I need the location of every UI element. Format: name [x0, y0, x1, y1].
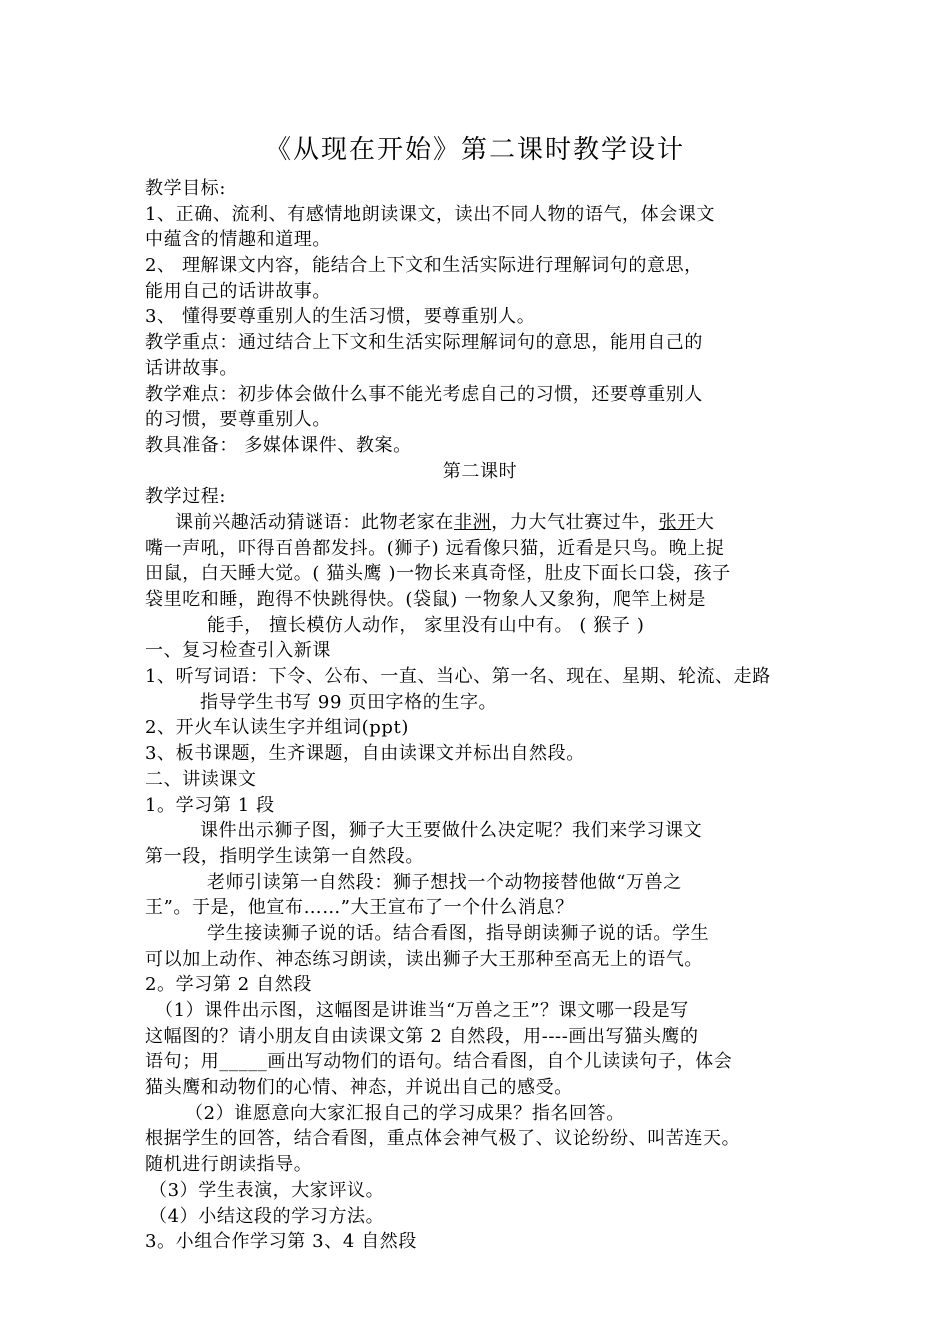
study-para-3-heading: 3。小组合作学习第 3、4 自然段: [145, 1231, 417, 1253]
riddle-line-5: 能手， 擅长模仿人动作， 家里没有山中有。 ( 猴子 ): [207, 614, 645, 636]
study-para-2-h: （3）学生表演，大家评议。: [149, 1179, 385, 1201]
study-para-2-b: 这幅图的？请小朋友自由读课文第 2 自然段，用----画出写猫头鹰的: [145, 1025, 699, 1047]
goal-1: 1、正确、流利、有感情地朗读课文，读出不同人物的语气，体会课文: [145, 203, 716, 225]
riddle-text-c: 大: [695, 511, 715, 533]
section-2-heading: 二、讲读课文: [145, 768, 257, 790]
riddle-underlined-africa: 非洲: [454, 511, 492, 533]
riddle-line-1: [145, 510, 815, 536]
study-para-1-b: 第一段，指明学生读第一自然段。: [145, 845, 424, 867]
study-para-1-heading: 1。学习第 1 段: [145, 794, 275, 816]
study-para-1-f: 可以加上动作、神态练习朗读，读出狮子大王那种至高无上的语气。: [145, 948, 703, 970]
difficulties: 教学难点：初步体会做什么事不能光考虑自己的习惯，还要尊重别人: [145, 383, 703, 405]
study-para-1-e: 学生接读狮子说的话。结合看图，指导朗读狮子说的话。学生: [207, 922, 710, 944]
study-para-2-g: 随机进行朗读指导。: [145, 1154, 313, 1176]
study-para-2-i: （4）小结这段的学习方法。: [149, 1205, 385, 1227]
riddle-line-4: 袋里吃和睡，跑得不快跳得快。(袋鼠) 一物象人又象狗，爬竿上树是: [145, 589, 706, 610]
materials: 教具准备： 多媒体课件、教案。: [145, 434, 412, 456]
study-para-1-d: 王”。于是，他宣布……”大王宣布了一个什么消息？: [145, 897, 574, 919]
study-para-2-c: 语句；用_____画出写动物们的语句。结合看图，自个儿读读句子，体会: [145, 1051, 733, 1073]
study-para-1-c: 老师引读第一自然段：狮子想找一个动物接替他做“万兽之: [207, 871, 682, 893]
goal-1-cont: 中蕴含的情趣和道理。: [145, 229, 331, 251]
riddle-line-3: 田鼠，白天睡大觉。( 猫头鹰 )一物长来真奇怪，肚皮下面长口袋，孩子: [145, 563, 731, 585]
review-item-3: 3、板书课题，生齐课题，自由读课文并标出自然段。: [145, 743, 585, 765]
section-1-heading: 一、复习检查引入新课: [145, 640, 331, 662]
study-para-1-a: 课件出示狮子图，狮子大王要做什么决定呢？我们来学习课文: [200, 820, 703, 842]
lesson-subtitle: 第二课时: [442, 460, 518, 482]
review-item-1: 1、听写词语：下令、公布、一直、当心、第一名、现在、星期、轮流、走路: [145, 666, 771, 688]
study-para-2-heading: 2。学习第 2 自然段: [145, 974, 312, 996]
study-para-2-e: （2）谁愿意向大家汇报自己的学习成果？指名回答。: [185, 1102, 625, 1124]
goal-2-cont: 能用自己的话讲故事。: [145, 280, 331, 302]
goal-2: 2、 理解课文内容，能结合上下文和生活实际进行理解词句的意思，: [145, 255, 703, 277]
heading-process: 教学过程:: [145, 486, 227, 508]
study-para-2-d: 猫头鹰和动物们的心情、神态，并说出自己的感受。: [145, 1077, 573, 1099]
riddle-line-2: 嘴一声吼，吓得百兽都发抖。(狮子) 远看像只猫，近看是只鸟。晚上捉: [145, 537, 725, 559]
riddle-text-b: ，力大气壮赛过牛，: [491, 511, 659, 533]
study-para-2-a: （1）课件出示图，这幅图是讲谁当“万兽之王”？课文哪一段是写: [155, 1000, 689, 1021]
study-para-2-f: 根据学生的回答，结合看图，重点体会神气极了、议论纷纷、叫苦连天。: [145, 1128, 741, 1150]
document-body: [145, 176, 815, 1255]
review-item-1-cont: 指导学生书写 99 页田字格的生字。: [200, 691, 498, 713]
heading-goals: 教学目标:: [145, 178, 227, 199]
riddle-text-a: 课前兴趣活动猜谜语：此物老家在: [175, 511, 454, 533]
riddle-underlined-open: 张开: [658, 511, 696, 533]
key-points-cont: 话讲故事。: [145, 357, 238, 379]
key-points: 教学重点：通过结合上下文和生活实际理解词句的意思，能用自己的: [145, 332, 703, 354]
difficulties-cont: 的习惯，要尊重别人。: [145, 409, 331, 431]
goal-3: 3、 懂得要尊重别人的生活习惯，要尊重别人。: [145, 306, 536, 328]
document-title: 《从现在开始》第二课时教学设计: [264, 135, 685, 165]
review-item-2: 2、开火车认读生字并组词(ppt): [145, 717, 409, 739]
